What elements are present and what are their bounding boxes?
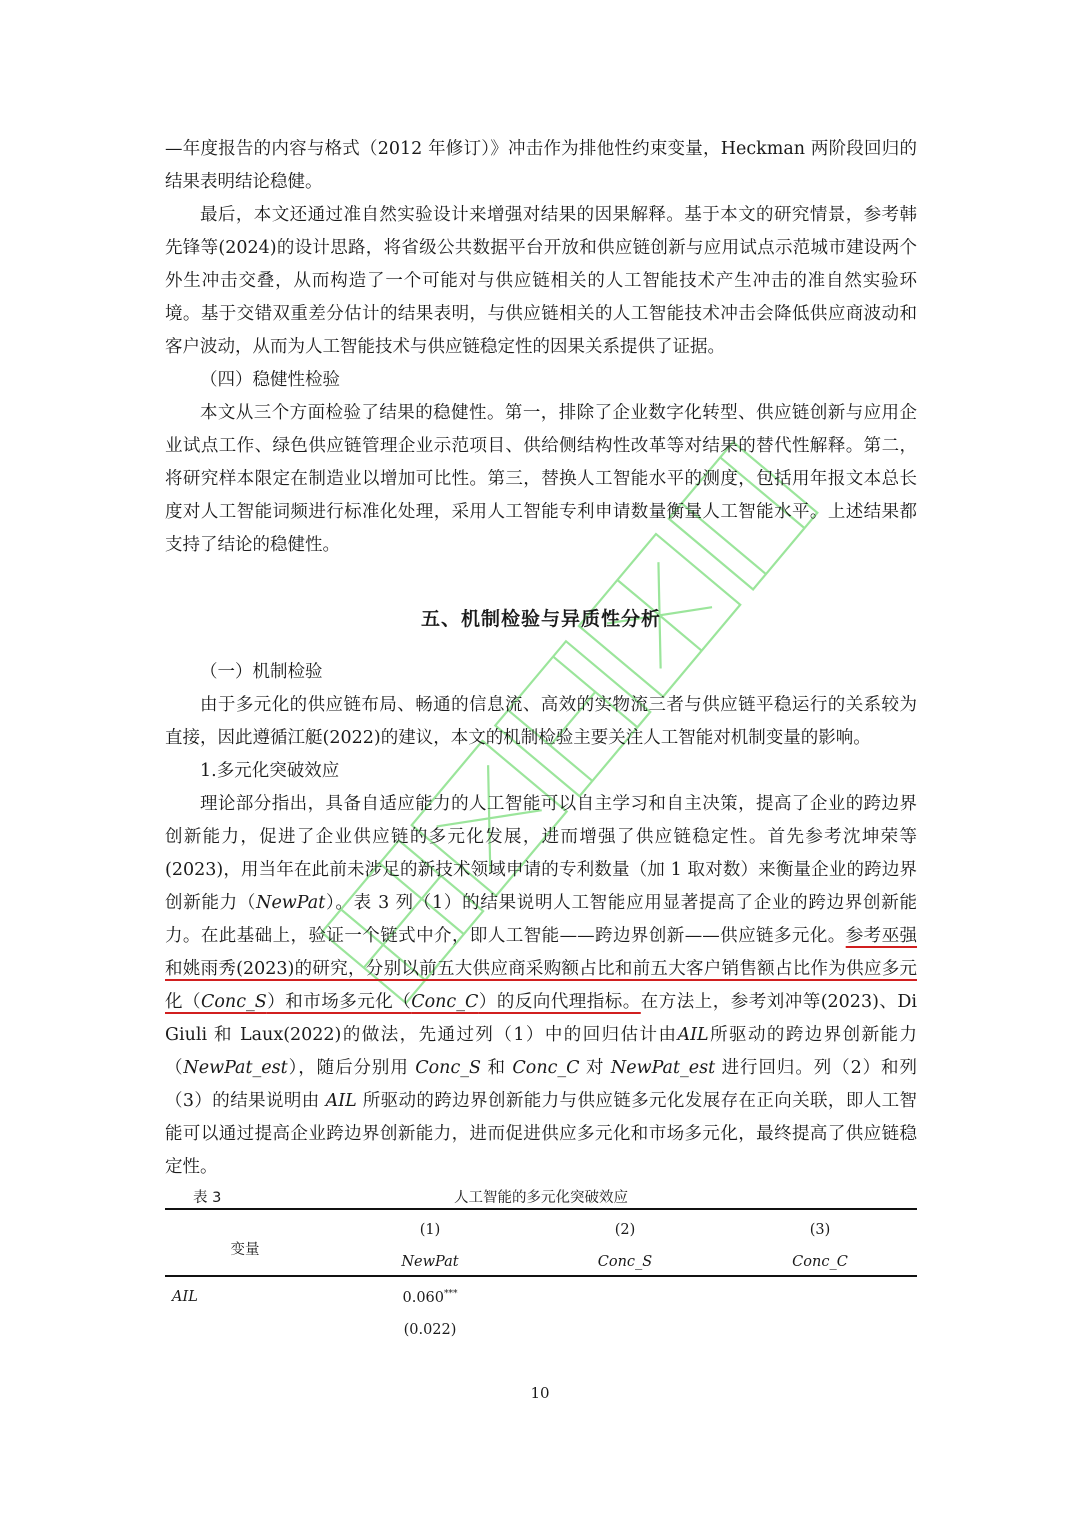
text-block-top [165, 133, 917, 562]
variable-newpat: NewPat [256, 893, 326, 913]
table-col-num-3: (3) [809, 1222, 831, 1238]
subsection-heading-robustness: （四）稳健性检验 [200, 370, 340, 390]
paragraph-mechanism: 由于多元化的供应链布局、畅通的信息流、高效的实物流三者与供应链平稳运行的关系较为直接，因此遵循江艇(2022)的建议，本文的机制检验主要关注人工智能对机制变量的影响。 [165, 695, 917, 748]
paragraph-diversification [165, 788, 917, 1184]
subsection-heading-mechanism: （一）机制检验 [200, 662, 323, 682]
table-row-var: AIL [172, 1289, 198, 1305]
table-col-dep-1: NewPat [401, 1254, 459, 1270]
table-title: 人工智能的多元化突破效应 [454, 1190, 628, 1206]
variable-conc-c: Conc_C [411, 992, 479, 1012]
table-caption [165, 1186, 917, 1208]
text-run: 所驱动的跨边界创新能力与供应链多元化发展存在正向关联，即人工智能可以通过提高企业跨边界创新能力，进而促进供应多元化和市场多元化，最终提高了供应链稳定性。 [165, 1091, 918, 1177]
text-block-mechanism [165, 656, 917, 1184]
text-run: ），随后分别用 [287, 1058, 416, 1078]
text-run: 理论部分指出，具备自适应能力的人工智能可以自主学习和自主决策，提高了企业的跨边界创新能力，促进了企业供应链的多元化发展，进而增强了供应链稳定性。首先参考沈坤荣等(2023)，用当年在此前未涉足的新技术领域申请的专利数量（加 1 取对数）来衡量企业的跨边界创新能力（ [165, 794, 917, 913]
text-run: 所驱动的跨边界创新能力（ [165, 1025, 918, 1078]
table-col-num-2: (2) [614, 1222, 636, 1238]
variable-newpat-est: NewPat_est [183, 1058, 288, 1078]
variable-conc-c: Conc_C [512, 1058, 580, 1078]
text-run: 进行回归。列（2）和列（3）的结果说明由 [165, 1058, 917, 1111]
variable-ail: AIL [325, 1091, 357, 1111]
text-run: 和 [481, 1058, 513, 1078]
paragraph-robustness: 本文从三个方面检验了结果的稳健性。第一，排除了企业数字化转型、供应链创新与应用企业试点工作、绿色供应链管理企业示范项目、供给侧结构性改革等对结果的替代性解释。第二，将研究样本限定在制造业以增加可比性。第三，替换人工智能水平的测度，包括用年报文本总长度对人工智能词频进行标准化处理，采用人工智能专利申请数量衡量人工智能水平。上述结果都支持了结论的稳健性。 [165, 403, 917, 555]
table-label: 表 3 [193, 1190, 222, 1206]
text-run: 参考巫强和姚雨秀(2023)的研究，分别以前五大供应商采购额占比和前五大客户销售额占比作为供应多元化（ [165, 926, 918, 1012]
variable-newpat-est: NewPat_est [610, 1058, 716, 1078]
variable-conc-s: Conc_S [201, 992, 267, 1012]
text-run: ）。表 3 列（1）的结果说明人工智能应用显著提高了企业的跨边界创新能力。在此基础上，验证一个链式中介，即人工智能——跨边界创新——供应链多元化。 [165, 893, 917, 946]
table-row-se: (0.022) [403, 1322, 457, 1338]
table-col-dep-3: Conc_C [792, 1254, 848, 1270]
significance-stars: *** [444, 1289, 458, 1299]
table-col-num-1: (1) [419, 1222, 441, 1238]
variable-ail: AIL [677, 1025, 709, 1045]
table-col-dep-2: Conc_S [597, 1254, 653, 1270]
text-run: 在方法上，参考刘冲等(2023)、Di Giuli 和 Laux(2022)的做法，先通过列（1）中的回归估计由 [165, 992, 918, 1045]
table-header-rule [165, 1275, 917, 1277]
text-run: ）的反向代理指标。 [478, 992, 641, 1012]
table-header-variable: 变量 [230, 1242, 260, 1258]
page-number: 10 [530, 1384, 550, 1402]
text-run: ）和市场多元化（ [266, 992, 412, 1012]
subsubsection-heading-diversification: 1.多元化突破效应 [200, 761, 340, 781]
table-top-rule [165, 1208, 917, 1210]
paragraph-continued: —年度报告的内容与格式（2012 年修订）》冲击作为排他性约束变量，Heckman 两阶段回归的结果表明结论稳健。 [165, 139, 917, 192]
table-row-coef [380, 1289, 480, 1306]
section-title: 五、机制检验与异质性分析 [420, 608, 661, 630]
text-run: 对 [579, 1058, 611, 1078]
variable-conc-s: Conc_S [415, 1058, 481, 1078]
paragraph-quasi-experiment: 最后，本文还通过准自然实验设计来增强对结果的因果解释。基于本文的研究情景，参考韩先锋等(2024)的设计思路，将省级公共数据平台开放和供应链创新与应用试点示范城市建设两个外生冲击交叠，从而构造了一个可能对与供应链相关的人工智能技术产生冲击的准自然实验环境。基于交错双重差分估计的结果表明，与供应链相关的人工智能技术冲击会降低供应商波动和客户波动，从而为人工智能技术与供应链稳定性的因果关系提供了证据。 [165, 205, 917, 357]
coef-value: 0.060 [402, 1289, 444, 1306]
